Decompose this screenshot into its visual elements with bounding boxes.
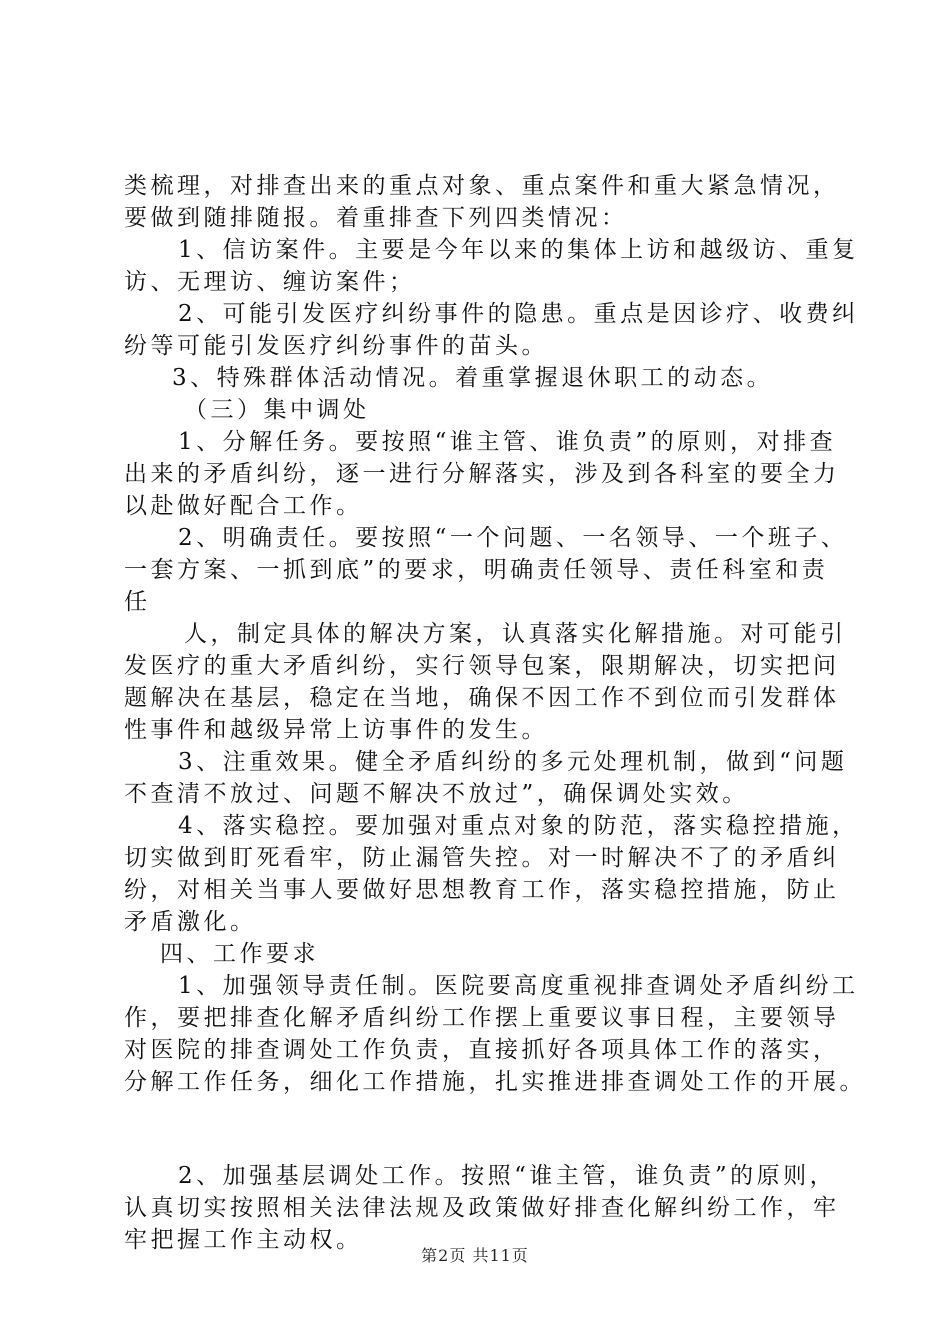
text-line: 切实做到盯死看牢，防止漏管失控。对一时解决不了的矛盾纠	[124, 845, 840, 871]
list-item-line: 1、信访案件。主要是今年以来的集体上访和越级访、重复	[178, 237, 859, 263]
text-line: 牢把握工作主动权。	[124, 1227, 363, 1253]
text-line: 一套方案、一抓到底”的要求，明确责任领导、责任科室和责	[124, 557, 829, 583]
text-line: 对医院的排查调处工作负责，直接抓好各项具体工作的落实，	[124, 1037, 840, 1063]
list-item-line: 1、加强领导责任制。医院要高度重视排查调处矛盾纠纷工	[178, 973, 859, 999]
list-item-line: 2、明确责任。要按照“一个问题、一名领导、一个班子、	[178, 525, 848, 551]
document-body	[124, 170, 884, 1256]
text-line: 题解决在基层，稳定在当地，确保不因工作不到位而引发群体	[124, 685, 840, 711]
text-line: 以赴做好配合工作。	[124, 493, 363, 519]
text-line: 发医疗的重大矛盾纠纷，实行领导包案，限期解决，切实把问	[124, 653, 840, 679]
text-line: 访、无理访、缠访案件；	[124, 269, 416, 295]
list-item-line: 1、分解任务。要按照“谁主管、谁负责”的原则，对排查	[178, 429, 837, 455]
list-item-line: 2、可能引发医疗纠纷事件的隐患。重点是因诊疗、收费纠	[178, 301, 859, 327]
text-line: 任	[124, 589, 151, 615]
list-item-line: 4、落实稳控。要加强对重点对象的防范，落实稳控措施，	[178, 813, 859, 839]
list-item-line: 3、特殊群体活动情况。着重掌握退休职工的动态。	[172, 365, 774, 391]
section-heading: （三）集中调处	[184, 397, 370, 423]
text-line: 性事件和越级异常上访事件的发生。	[124, 717, 548, 743]
page-footer	[0, 1243, 950, 1266]
section-heading: 四、工作要求	[160, 941, 319, 967]
text-line: 类梳理，对排查出来的重点对象、重点案件和重大紧急情况，	[124, 173, 840, 199]
text-line: 出来的矛盾纠纷，逐一进行分解落实，涉及到各科室的要全力	[124, 461, 840, 487]
paragraph-gap	[124, 1098, 884, 1160]
text-line: 人，制定具体的解决方案，认真落实化解措施。对可能引	[184, 621, 847, 647]
list-item-line: 3、注重效果。健全矛盾纠纷的多元处理机制，做到“问题	[178, 749, 848, 775]
text-line: 认真切实按照相关法律法规及政策做好排查化解纠纷工作，牢	[124, 1195, 840, 1221]
text-line: 矛盾激化。	[124, 909, 257, 935]
text-line: 分解工作任务，细化工作措施，扎实推进排查调处工作的开展。	[124, 1069, 866, 1095]
page-indicator: 第2页 共11页	[421, 1246, 529, 1265]
text-line: 纷等可能引发医疗纠纷事件的苗头。	[124, 333, 548, 359]
text-line: 纷，对相关当事人要做好思想教育工作，落实稳控措施，防止	[124, 877, 840, 903]
list-item-line: 2、加强基层调处工作。按照“谁主管，谁负责”的原则，	[178, 1163, 837, 1189]
text-line: 作，要把排查化解矛盾纠纷工作摆上重要议事日程，主要领导	[124, 1005, 840, 1031]
text-line: 不查清不放过、问题不解决不放过”，确保调处实效。	[124, 781, 749, 807]
text-line: 要做到随排随报。着重排查下列四类情况：	[124, 205, 628, 231]
